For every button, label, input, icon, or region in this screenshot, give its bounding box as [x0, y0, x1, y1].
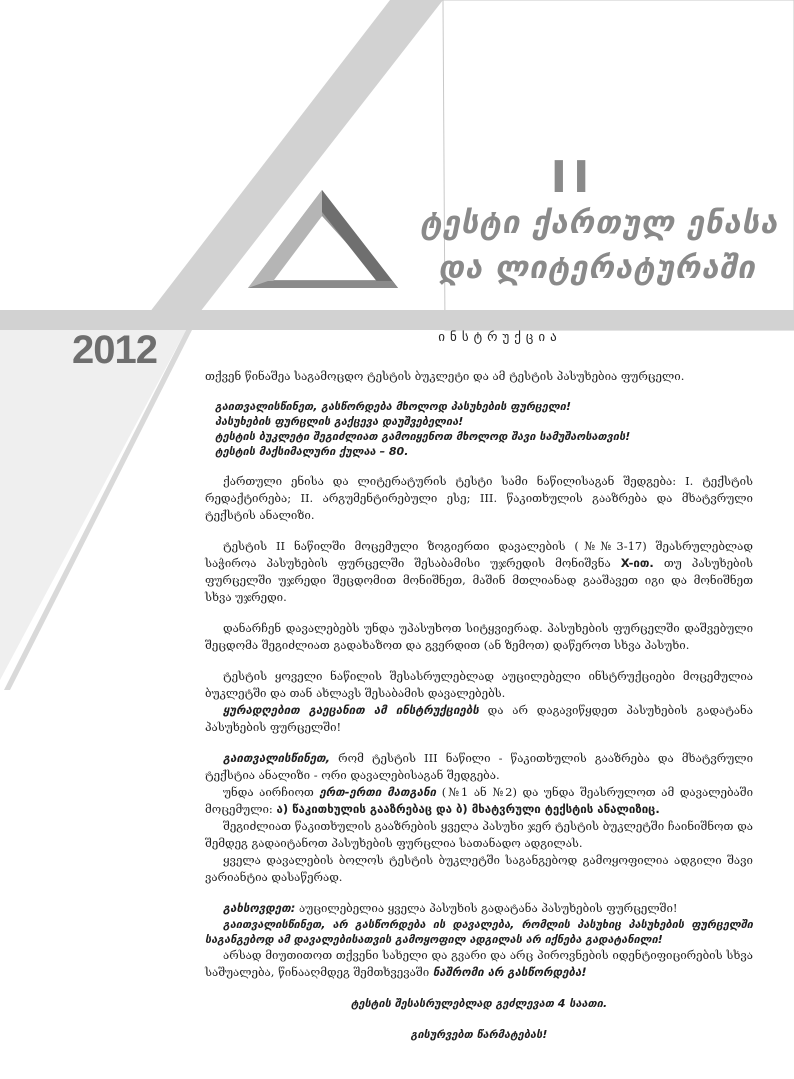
cover-title-line-2: და ლიტერატურაში — [438, 250, 756, 286]
cover-title-line-1: ტესტი ქართულ ენასა — [420, 205, 779, 241]
paragraph-not-graded: გაითვალისწინეთ, არ გასწორდება ის დავალება, რომლის პასუხიც პასუხების ფურცელში საგანგებოდ ამ დავალებისათვის გამოყოფილ ადგილას არ იქნება გადატანილი! — [205, 918, 753, 946]
paragraph-marking: ტესტის II ნაწილში მოცემული ზოგიერთი დავალების (№№3-17) შეასრულებლად საჭიროა პასუხების ფურცელში შესაბამისი უჯრედის მონიშვნა X-ით. თუ პასუხების ფურცელში უჯრედი შეცდომით მონიშნეთ, მაშინ მთლიანად გააშავეთ იგი და მონიშნეთ სხვა უჯრედი. — [205, 539, 754, 604]
instruction-heading: ინსტრუქცია — [438, 330, 562, 345]
warning-line: პასუხების ფურცლის გაქცევა დაუშვებელია! — [215, 415, 464, 428]
paragraph-verbal-answers: დანარჩენ დავალებებს უნდა უპასუხოთ სიტყვიერად. პასუხების ფურცელში დაშვებული შეცდომა შეგიძლიათ გადახაზოთ და გვერდით (ან ზემოთ) დაწეროთ სხვა პასუხი. — [205, 621, 753, 652]
left-panel — [0, 330, 186, 680]
paragraph-remember: გახსოვდეთ: აუცილებელია ყველა პასუხის გადატანა პასუხების ფურცელში! — [223, 901, 678, 915]
time-note: ტესტის შესასრულებლად გეძლევათ 4 საათი. — [350, 997, 608, 1010]
warning-line: ტესტის ბუკლეტი შეგიძლიათ გამოიყენოთ მხოლოდ შავი სამუშაოსათვის! — [215, 430, 631, 443]
instruction-body — [205, 368, 753, 1043]
good-luck-wish: გისურვებთ წარმატებას! — [410, 1028, 548, 1041]
paragraph-draft-answers: შეგიძლიათ წაკითხულის გააზრების ყველა პასუხი ჯერ ტესტის ბუკლეტში ჩაინიშნოთ და შემდეგ გადაიტანოთ პასუხების ფურცლია სათანადო ადგილას. — [205, 819, 753, 850]
paragraph-anonymity: არსად მიუთითოთ თქვენი სახელი და გვარი და არც პიროვნების იდენტიფიცირების სხვა საშუალება, წინააღმდეგ შემთხვევაში ნაშრომი არ გასწორდება! — [205, 948, 753, 979]
horizontal-band — [0, 310, 794, 330]
paragraph-instructions: ტესტის ყოველი ნაწილის შესასრულებლად აუცილებელი ინსტრუქციები მოცემულია ბუკლეტში და თან ახლავს შესაბამის დავალებებს. — [205, 669, 753, 700]
paragraph-choose-one: უნდა აირჩიოთ ერთ-ერთი მათგანი (№1 ან №2) და უნდა შეასრულოთ ამ დავალებაში მოცემული: ა) წაკითხულის გააზრებაც და ბ) მხატვრული ტექსტის ანალიზიც. — [205, 785, 754, 816]
warning-line: გაითვალისწინეთ, გასწორდება მხოლოდ პასუხების ფურცელი! — [215, 400, 571, 413]
paragraph-part-three: გაითვალისწინეთ, რომ ტესტის III ნაწილი - წაკითხულის გააზრება და მხატვრული ტექსტია ანალიზი - ორი დავალებისაგან შედგება. — [205, 751, 753, 782]
cover-year: 2012 — [72, 328, 157, 372]
warning-block — [205, 399, 753, 459]
warning-line: ტესტის მაქსიმალური ქულაა – 80. — [215, 445, 409, 458]
paragraph-structure: ქართული ენისა და ლიტერატურის ტესტი სამი ნაწილისაგან შედგება: I. ტექსტის რედაქტირება; II. არგუმენტირებული ესე; III. წაკითხულის გააზრება და მხატვრული ტექსტის ანალიზი. — [205, 474, 753, 522]
paragraph-attention: ყურადღებით გაეცანით ამ ინსტრუქციებს და არ დაგავიწყდეთ პასუხების გადატანა პასუხების ფურცელში! — [205, 703, 753, 734]
intro-paragraph: თქვენ წინაშეა საგამოცდო ტესტის ბუკლეტი და ამ ტესტის პასუხებია ფურცელი. — [205, 369, 685, 383]
paragraph-draft-space: ყველა დავალების ბოლოს ტესტის ბუკლეტში საგანგებოდ გამოყოფილია ადგილი შავი ვარიანტია დასაწერად. — [205, 853, 753, 884]
cover-roman-numeral: II — [550, 152, 596, 203]
